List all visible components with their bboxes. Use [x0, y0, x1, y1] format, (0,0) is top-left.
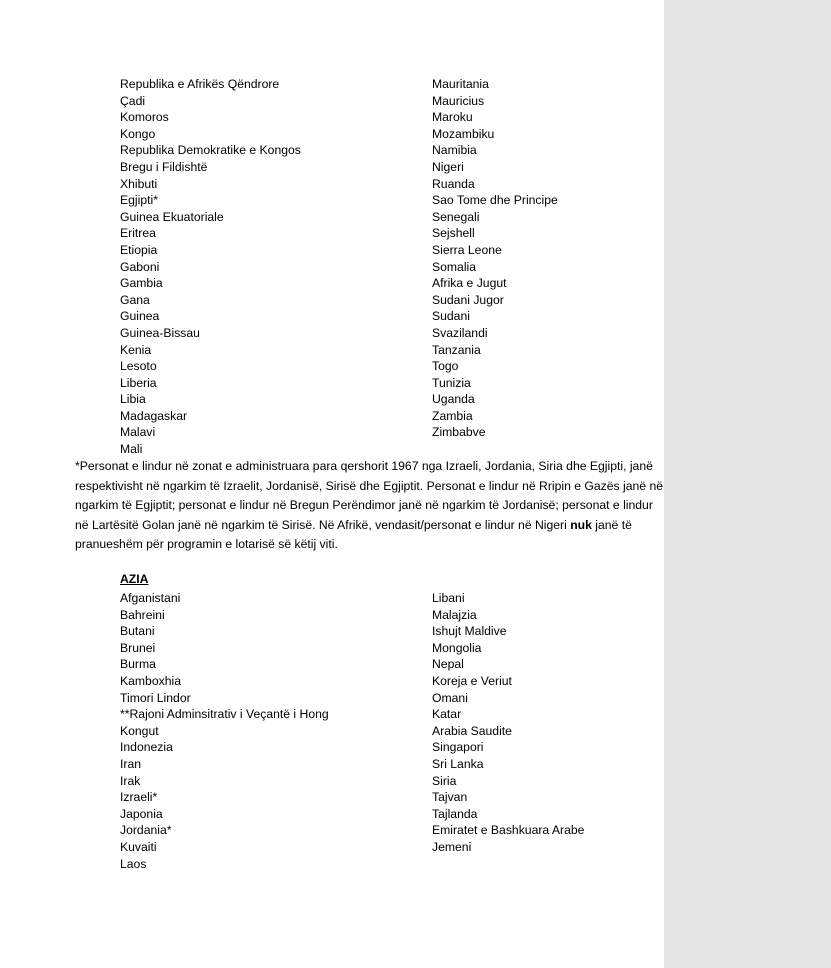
country-list-item: Brunei: [120, 640, 156, 655]
country-list-item: Tajvan: [432, 790, 468, 805]
country-list-item: Laos: [120, 856, 147, 871]
country-list-item: Mali: [120, 442, 143, 457]
country-list-item: Liberia: [120, 375, 157, 390]
country-list-item: Bahreini: [120, 607, 165, 622]
country-list-item: Malavi: [120, 425, 156, 440]
asia-list-right: [432, 590, 584, 856]
country-list-item: Iran: [120, 756, 142, 771]
country-list-item: Arabia Saudite: [432, 723, 512, 738]
country-list-item: Malajzia: [432, 607, 477, 622]
country-list-item: Etiopia: [120, 242, 158, 257]
country-list-item: Tajlanda: [432, 806, 478, 821]
country-list-item: Sierra Leone: [432, 242, 502, 257]
country-list-item: Kongo: [120, 126, 156, 141]
country-list-item: Zambia: [432, 408, 473, 423]
country-list-item: Mozambiku: [432, 126, 495, 141]
country-list-item: Jemeni: [432, 839, 472, 854]
country-list-item: Tanzania: [432, 342, 481, 357]
country-list-item: Somalia: [432, 259, 477, 274]
country-list-item: Gana: [120, 292, 150, 307]
country-list-item: Irak: [120, 773, 141, 788]
country-list-item: Timori Lindor: [120, 690, 191, 705]
country-list-item: Kongut: [120, 723, 159, 738]
country-list-item: Kenia: [120, 342, 152, 357]
africa-list-right: [432, 76, 558, 441]
country-list-item: Madagaskar: [120, 408, 188, 423]
country-list-item: Sudani Jugor: [432, 292, 504, 307]
section-heading-asia: AZIA: [120, 572, 149, 586]
country-list-item: Ruanda: [432, 176, 475, 191]
country-list-item: Siria: [432, 773, 457, 788]
country-list-item: Egjipti*: [120, 193, 158, 208]
country-list-item: Gaboni: [120, 259, 160, 274]
side-panel-background: [664, 0, 831, 968]
country-list-item: Koreja e Veriut: [432, 673, 512, 688]
footnote-paragraph: [75, 457, 665, 555]
country-list-item: Lesoto: [120, 359, 157, 374]
country-list-item: Çadi: [120, 93, 146, 108]
country-list-item: Eritrea: [120, 226, 156, 241]
country-list-item: Guinea-Bissau: [120, 325, 200, 340]
country-list-item: Senegali: [432, 209, 480, 224]
country-list-item: Singapori: [432, 740, 484, 755]
country-list-item: Mongolia: [432, 640, 482, 655]
country-list-item: Sudani: [432, 309, 470, 324]
country-list-item: Kamboxhia: [120, 673, 181, 688]
country-list-item: Afrika e Jugut: [432, 276, 507, 291]
country-list-item: Libia: [120, 392, 146, 407]
country-list-item: Japonia: [120, 806, 163, 821]
country-list-item: Guinea Ekuatoriale: [120, 209, 224, 224]
country-list-item: Zimbabve: [432, 425, 486, 440]
country-list-item: Nigeri: [432, 159, 464, 174]
country-list-item: Republika Demokratike e Kongos: [120, 143, 301, 158]
country-list-item: Tunizia: [432, 375, 471, 390]
country-list-item: Republika e Afrikës Qëndrore: [120, 77, 280, 91]
country-list-item: Guinea: [120, 309, 160, 324]
country-list-item: Sejshell: [432, 226, 475, 241]
country-list-item: Maroku: [432, 110, 473, 125]
footnote-text-start: *Personat e lindur në zonat e administruara para qershorit 1967 nga Izraeli, Jordania, Siria dhe Egjipti, janë respektivisht në ngarkim të Izraelit, Jordanisë, Sirisë dhe Egjiptit. Personat e lindur në Rripin e Gazës janë në ngarkim të Egjiptit; personat e lindur në Bregun Perëndimor janë në ngarkim të Jordanisë; personat e lindur në Lartësitë Golan janë në ngarkim të Sirisë. Në Afrikë, vendasit/personat e lindur në Nigeri: [75, 459, 664, 532]
country-list-item: Izraeli*: [120, 790, 158, 805]
country-list-item: Burma: [120, 657, 156, 672]
country-list-item: Mauritania: [432, 77, 489, 91]
country-list-item: Svazilandi: [432, 325, 488, 340]
footnote-text-end: janë të pranueshëm për programin e lotarisë së këtij viti.: [75, 517, 632, 552]
africa-list-left: [120, 76, 301, 458]
country-list-item: Uganda: [432, 392, 475, 407]
country-list-item: Komoros: [120, 110, 169, 125]
asia-list-left: [120, 590, 329, 872]
country-list-item: Ishujt Maldive: [432, 624, 507, 639]
country-list-item: Kuvaiti: [120, 839, 157, 854]
country-list-item: Namibia: [432, 143, 477, 158]
country-list-item: Jordania*: [120, 823, 172, 838]
country-list-item: Indonezia: [120, 740, 173, 755]
country-list-item: Emiratet e Bashkuara Arabe: [432, 823, 585, 838]
country-list-item: Butani: [120, 624, 155, 639]
country-list-item: Bregu i Fildishtë: [120, 159, 208, 174]
country-list-item: Omani: [432, 690, 468, 705]
country-list-item: Katar: [432, 707, 462, 722]
country-list-item: Togo: [432, 359, 459, 374]
country-list-item: Nepal: [432, 657, 464, 672]
country-list-item: Sri Lanka: [432, 756, 484, 771]
country-list-item: Libani: [432, 591, 465, 605]
country-list-item: Afganistani: [120, 591, 181, 605]
country-list-item: Gambia: [120, 276, 163, 291]
country-list-item: Sao Tome dhe Principe: [432, 193, 558, 208]
country-list-item: Mauricius: [432, 93, 485, 108]
footnote-bold-word: nuk: [570, 517, 592, 532]
country-list-item: Xhibuti: [120, 176, 158, 191]
country-list-item: **Rajoni Adminsitrativ i Veçantë i Hong: [120, 707, 329, 722]
